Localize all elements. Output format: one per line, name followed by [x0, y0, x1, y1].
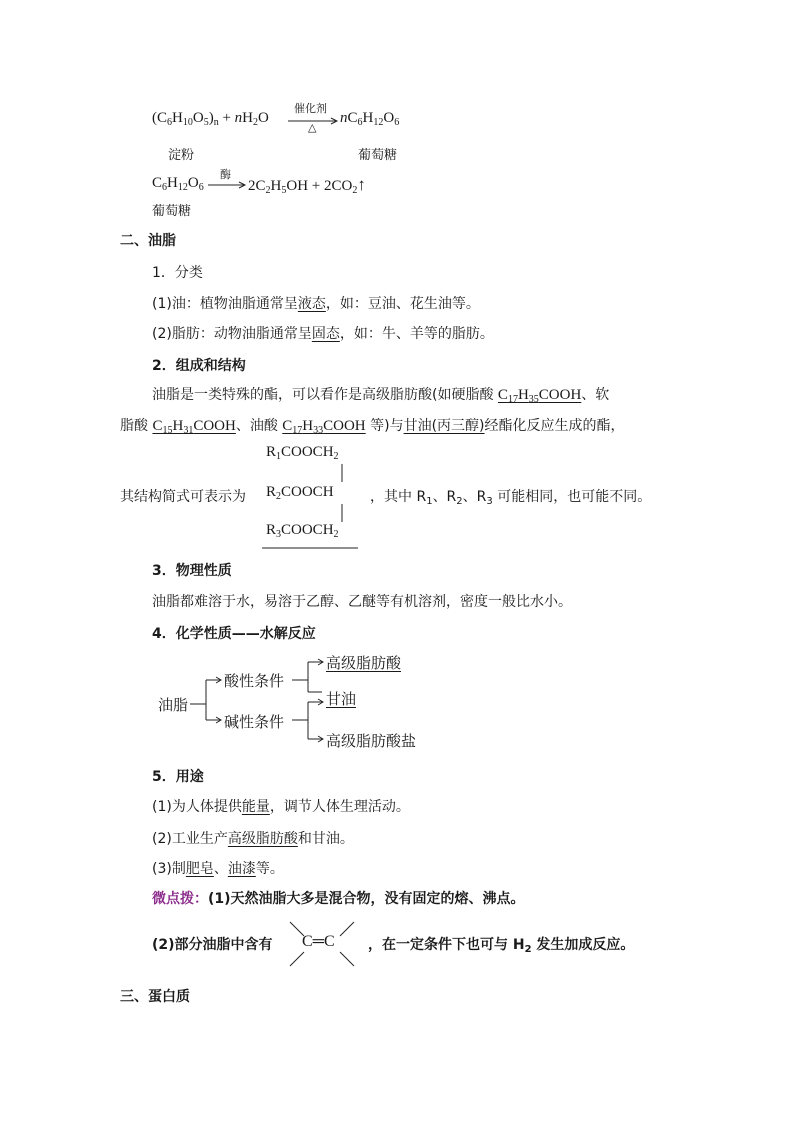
subscript: 6 — [357, 117, 363, 128]
tip-note-2-pre: (2)部分油脂中含有 — [152, 937, 273, 953]
diagram-connectors — [150, 650, 450, 750]
formula-text: R — [266, 484, 277, 500]
formula-text: R — [266, 444, 277, 460]
plus-sign: + — [311, 178, 321, 194]
underline-bar — [262, 546, 362, 550]
subscript: 31 — [183, 425, 194, 436]
formula-text: COOH — [323, 418, 366, 434]
diagram-product-glycerol: 甘油 — [326, 690, 357, 708]
reaction-arrow-1 — [288, 100, 340, 134]
plus-sign: + — [222, 110, 231, 126]
text: 可能相同，也可能不同。 — [492, 489, 652, 505]
subscript: 6 — [394, 117, 400, 128]
answer-underlined: 能量 — [241, 799, 270, 815]
formula-text: O — [383, 110, 395, 126]
formula-text: H — [172, 110, 183, 126]
answer-underlined: 油漆 — [227, 861, 256, 877]
subscript: 1 — [426, 496, 433, 507]
text: 脂酸 — [120, 418, 153, 434]
formula-text: R — [266, 522, 277, 538]
arrow-condition-bottom: △ — [308, 121, 317, 134]
subsection-title: 5．用途 — [152, 769, 204, 785]
structure-intro: 其结构简式可表示为 — [120, 489, 246, 505]
subscript: 2 — [333, 451, 339, 462]
text: 和甘油。 — [297, 831, 354, 847]
text: (2)工业生产 — [152, 831, 228, 847]
subscript: 17 — [292, 425, 303, 436]
paragraph-fat — [152, 323, 494, 343]
formula-text: OH — [286, 178, 309, 194]
paragraph-use-3 — [152, 858, 284, 878]
diagram-product-fatty-acid: 高级脂肪酸 — [326, 654, 402, 672]
coefficient: n — [340, 110, 348, 126]
answer-underlined: 肥皂 — [185, 861, 214, 877]
subscript: 2 — [456, 496, 463, 507]
arrow-condition-top: 催化剂 — [294, 102, 327, 115]
formula-text: C — [347, 110, 358, 126]
formula-text: H — [242, 110, 253, 126]
diagram-acid-branch: 酸性条件 — [224, 672, 285, 690]
tip-text: (1)天然油脂大多是混合物，没有固定的熔、沸点。 — [208, 891, 525, 907]
tip-label: 微点拨： — [152, 891, 208, 907]
arrow-condition-top: 酶 — [220, 168, 231, 181]
diagram-root: 油脂 — [158, 696, 189, 714]
subscript: 10 — [182, 117, 193, 128]
tip-note-2-post — [368, 934, 634, 954]
reaction-fermentation — [152, 175, 204, 192]
text: 经酯化反应生成的酯， — [484, 418, 625, 434]
text: 油脂是一类特殊的酯，可以看作是高级脂肪酸(如硬脂酸 — [152, 387, 498, 403]
answer-underlined: 固态 — [311, 326, 340, 342]
text: 、软 — [581, 387, 610, 403]
subscript: 1 — [276, 451, 282, 462]
text: 、 — [213, 861, 228, 877]
formula-text: 2C — [248, 178, 266, 194]
structure-explanation — [370, 486, 651, 506]
subscript: 12 — [373, 117, 384, 128]
structure-row-2 — [266, 484, 334, 501]
tip-text: 发生加成反应。 — [531, 937, 635, 953]
palmitic-acid — [152, 418, 235, 434]
structure-row-3 — [266, 522, 339, 539]
tip-note-1 — [152, 888, 525, 908]
triglyceride-structure — [262, 444, 362, 552]
subscript: 6 — [198, 182, 204, 193]
subscript: 3 — [276, 529, 282, 540]
text: 、油酸 — [235, 418, 283, 434]
subsection-title: 1．分类 — [152, 265, 203, 281]
text: 等。 — [255, 861, 284, 877]
stearic-acid — [498, 387, 581, 403]
arrow-right-icon — [208, 181, 248, 189]
text: 等)与 — [365, 418, 404, 434]
formula-text: COOH — [538, 387, 582, 403]
paragraph-oil — [152, 293, 480, 313]
text: 、R — [432, 489, 457, 505]
formula-text: COOCH — [281, 484, 334, 500]
formula-text: COOCH — [281, 522, 334, 538]
formula-text: H — [172, 418, 184, 434]
subsection-title: 4．化学性质——水解反应 — [152, 626, 316, 642]
subsection-title: 3．物理性质 — [152, 563, 232, 579]
text: ，如：豆油、花生油等。 — [325, 296, 480, 312]
subscript: 5 — [203, 117, 209, 128]
text: ，调节人体生理活动。 — [269, 799, 410, 815]
reaction-fermentation-products — [248, 175, 366, 195]
oleic-acid — [282, 418, 365, 434]
formula-text: ) — [208, 110, 214, 126]
bond-vertical-icon — [340, 504, 344, 522]
subscript: 33 — [313, 425, 324, 436]
label-glucose: 葡萄糖 — [358, 148, 398, 163]
label-starch: 淀粉 — [168, 148, 195, 163]
formula-text: O — [258, 110, 269, 126]
text: (3)制 — [152, 861, 186, 877]
formula-text: C — [152, 418, 163, 434]
text: 、R — [462, 489, 487, 505]
subscript: 3 — [486, 496, 493, 507]
formula-text: O — [187, 175, 199, 191]
formula-text: H — [167, 175, 178, 191]
reaction-arrow-2 — [208, 166, 248, 190]
subscript: 6 — [162, 182, 168, 193]
text: ，其中 R — [370, 489, 427, 505]
gas-arrow-icon: ↑ — [357, 175, 366, 194]
bond-vertical-icon — [340, 464, 344, 482]
formula-text: O — [192, 110, 204, 126]
paragraph-use-1 — [152, 796, 410, 816]
subscript: 2 — [253, 117, 258, 128]
subscript: 35 — [528, 394, 539, 405]
subscript: 2 — [333, 529, 339, 540]
formula-text: H — [362, 110, 374, 126]
formula-text: C — [152, 175, 163, 191]
subscript: 15 — [162, 425, 173, 436]
coefficient: n — [234, 110, 243, 126]
paragraph-composition-line1 — [152, 384, 609, 404]
formula-text: (C — [152, 110, 167, 126]
formula-text: C — [282, 418, 293, 434]
paragraph-use-2 — [152, 828, 354, 848]
formula-text: H — [302, 418, 314, 434]
label-glucose: 葡萄糖 — [152, 204, 192, 219]
paragraph-physical: 油脂都难溶于水，易溶于乙醇、乙醚等有机溶剂，密度一般比水小。 — [152, 594, 572, 610]
formula-text: C — [497, 387, 508, 403]
reaction-starch-hydrolysis — [152, 110, 269, 127]
subscript: 17 — [507, 394, 518, 405]
subscript: 5 — [281, 185, 287, 196]
tip-text: ，在一定条件下也可与 H — [368, 937, 525, 953]
double-bond-structure — [286, 918, 358, 970]
answer-underlined: 液态 — [297, 296, 326, 312]
text: ，如：牛、羊等的脂肪。 — [339, 326, 494, 342]
text: (1)油：植物油脂通常呈 — [152, 296, 298, 312]
formula-text: H — [270, 178, 282, 194]
formula-text: 2CO — [324, 178, 353, 194]
subscript: 2 — [276, 491, 282, 502]
subscript: n — [213, 117, 219, 128]
subscript: 2 — [265, 185, 271, 196]
subscript: 6 — [167, 117, 172, 128]
section-heading: 二、油脂 — [120, 233, 176, 249]
subscript: 2 — [524, 944, 532, 955]
diagram-product-soap: 高级脂肪酸盐 — [326, 732, 417, 750]
structure-row-1 — [266, 444, 339, 461]
double-bond-text: C═C — [302, 933, 335, 950]
diagram-base-branch: 碱性条件 — [224, 713, 285, 731]
formula-text: COOH — [193, 418, 236, 434]
answer-underlined: 高级脂肪酸 — [227, 831, 298, 847]
text: (1)为人体提供 — [152, 799, 242, 815]
answer-underlined: 甘油(丙三醇) — [403, 418, 485, 434]
subscript: 12 — [177, 182, 188, 193]
hydrolysis-diagram — [150, 650, 450, 750]
formula-text: H — [517, 387, 529, 403]
paragraph-composition-line2 — [120, 415, 625, 435]
formula-text: COOCH — [281, 444, 334, 460]
subscript: 2 — [352, 185, 358, 196]
text: (2)脂肪：动物油脂通常呈 — [152, 326, 312, 342]
subsection-title: 2．组成和结构 — [152, 358, 246, 374]
reaction-product-glucose — [340, 110, 399, 127]
section-heading: 三、蛋白质 — [120, 989, 190, 1005]
